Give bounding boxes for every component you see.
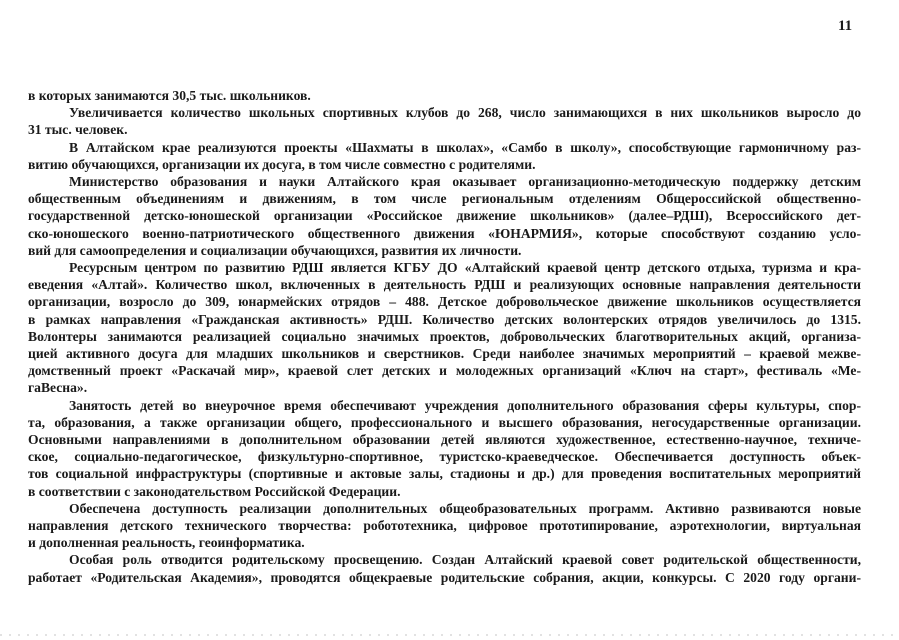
- scan-artifact-strip: [0, 634, 899, 636]
- paragraph: [28, 397, 861, 500]
- paragraph: [28, 173, 861, 259]
- text-line: 31 тыс. человек.: [28, 122, 128, 138]
- text-line: ское, социально-педагогическое, физкультурно-спортивное, туристско-краеведческое. Обеспечивается доступность объек-: [28, 449, 861, 465]
- text-line: Занятость детей во внеурочное время обеспечивают учреждения дополнительного образования сферы культуры, спор-: [69, 397, 861, 413]
- paragraph: [28, 500, 861, 552]
- text-line: Министерство образования и науки Алтайского края оказывает организационно-методическую поддержку детским: [69, 174, 861, 190]
- paragraph: [28, 87, 861, 104]
- text-line: государственной детско-юношеской организации «Российское движение школьников» (далее–РДШ), Всероссийского дет-: [28, 208, 861, 224]
- paragraph: [28, 104, 861, 138]
- paragraph: [28, 551, 861, 585]
- paragraph: [28, 139, 861, 173]
- text-line: в которых занимаются 30,5 тыс. школьников.: [28, 88, 311, 103]
- text-line: в рамках направления «Гражданская активность» РДШ. Количество детских волонтерских отрядов увеличилось до 1315.: [28, 311, 861, 327]
- text-line: Увеличивается количество школьных спортивных клубов до 268, число занимающихся в них школьников выросло до: [69, 105, 861, 121]
- text-line: домственный проект «Раскачай мир», краевой слет детских и молодежных организаций «Ключ на старт», фестиваль «Ме-: [28, 363, 861, 379]
- text-line: ско-юношеского военно-патриотического общественного движения «ЮНАРМИЯ», которые способствуют созданию усло-: [28, 225, 861, 241]
- text-line: Основными направлениями в дополнительном образовании детей являются художественное, естественно-научное, техниче-: [28, 432, 861, 448]
- text-line: гаВесна».: [28, 380, 88, 396]
- text-line: Ресурсным центром по развитию РДШ является КГБУ ДО «Алтайский краевой центр детского отдыха, туризма и кра-: [69, 260, 861, 276]
- text-line: общественным объединениям и движениям, в том числе региональным отделениям Общероссийской общественно-: [28, 191, 861, 207]
- text-line: Волонтеры занимаются реализацией социально значимых проектов, добровольческих благотворительных акций, организа-: [28, 328, 861, 344]
- text-line: витию обучающихся, организации их досуга, в том числе совместно с родителями.: [28, 156, 536, 172]
- text-line: вий для самоопределения и социализации обучающихся, развития их личности.: [28, 242, 522, 258]
- text-line: в соответствии с законодательством Российской Федерации.: [28, 483, 401, 499]
- text-line: организации, возросло до 309, юнармейских отрядов – 488. Детское добровольческое движение школьников осуществляется: [28, 294, 861, 310]
- text-line: Обеспечена доступность реализации дополнительных общеобразовательных программ. Активно развиваются новые: [69, 500, 861, 516]
- text-line: направления детского технического творчества: робототехника, цифровое прототипирование, аэротехнологии, виртуальная: [28, 518, 861, 534]
- document-body: [28, 87, 861, 586]
- text-line: Особая роль отводится родительскому просвещению. Создан Алтайский краевой совет родительской общественности,: [69, 552, 861, 568]
- text-line: та, образования, а также организации общего, профессионального и высшего образования, негосударственные организации.: [28, 414, 861, 430]
- text-line: В Алтайском крае реализуются проекты «Шахматы в школах», «Самбо в школу», способствующие гармоничному раз-: [69, 139, 861, 155]
- text-line: еведения «Алтай». Количество школ, включенных в деятельность РДШ и реализующих основные направления деятельности: [28, 277, 861, 293]
- text-line: и дополненная реальность, геоинформатика.: [28, 535, 305, 551]
- text-line: цией активного досуга для младших школьников и сверстников. Среди наиболее значимых мероприятий – краевой межве-: [28, 346, 861, 362]
- page-number: 11: [838, 18, 853, 34]
- text-line: работает «Родительская Академия», проводятся общекраевые родительские собрания, акции, конкурсы. С 2020 году органи-: [28, 569, 861, 585]
- paragraph: [28, 259, 861, 397]
- text-line: тов социальной инфраструктуры (спортивные и актовые залы, стадионы и др.) для проведения воспитательных мероприятий: [28, 466, 861, 482]
